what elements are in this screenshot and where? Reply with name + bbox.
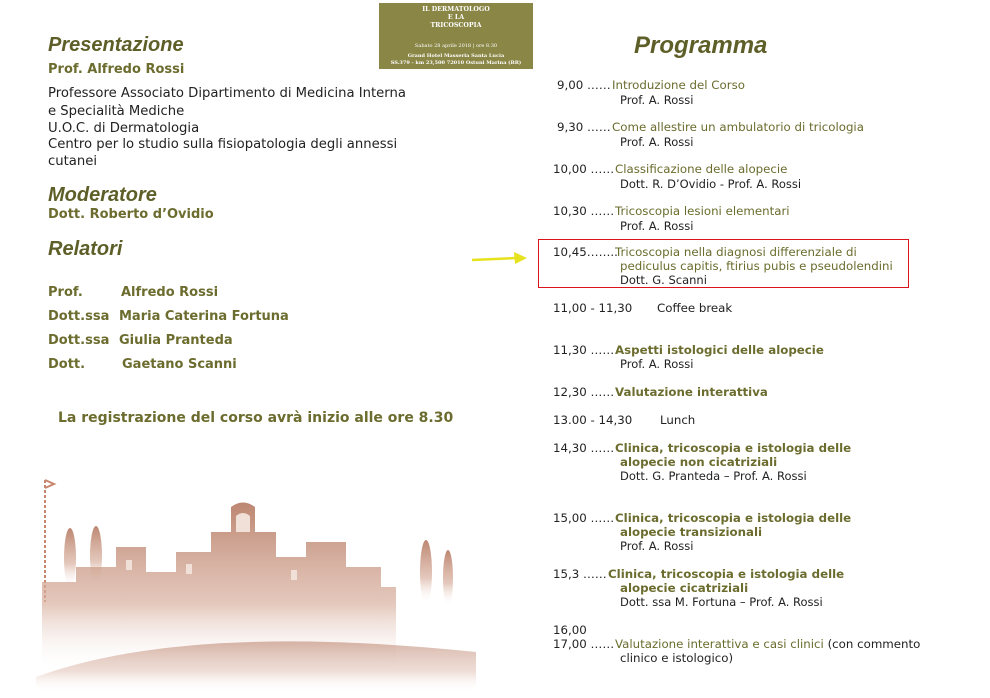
relatore-title: Dott.ssa	[48, 333, 110, 348]
program-topic-line2: pediculus capitis, ftirius pubis e pseudolendini	[620, 259, 893, 273]
event-badge	[379, 3, 533, 69]
program-time: 17,00 ……	[553, 637, 615, 651]
badge-line2: E LA	[447, 14, 465, 21]
program-time: 13.00 - 14,30	[553, 413, 633, 427]
program-time: 10,45……..	[553, 245, 618, 259]
program-speaker: Dott. ssa M. Fortuna – Prof. A. Rossi	[620, 595, 823, 609]
program-time: 12,30 ……	[553, 385, 615, 399]
program-topic: Clinica, tricoscopia e istologia delle	[608, 567, 845, 581]
presentazione-heading: Presentazione	[48, 34, 184, 56]
badge-line1: IL DERMATOLOGO	[422, 6, 490, 13]
program-topic: Introduzione del Corso	[612, 78, 745, 92]
registration-note: La registrazione del corso avrà inizio alle ore 8.30	[58, 410, 454, 426]
program-topic-line2: alopecie cicatriziali	[620, 581, 749, 595]
relatore-title: Dott.ssa	[48, 309, 110, 324]
town-skyline-illustration	[36, 472, 476, 692]
program-time: 10,30 ……	[553, 204, 615, 218]
relatore-name: Giulia Pranteda	[119, 333, 233, 348]
program-time: 15,3 ……	[553, 567, 607, 581]
program-speaker: Prof. A. Rossi	[620, 219, 694, 233]
program-break: Lunch	[660, 413, 696, 427]
yellow-arrow-icon	[470, 250, 530, 268]
program-time: 11,00 - 11,30	[553, 301, 633, 315]
program-topic-line2: clinico e istologico)	[620, 651, 734, 665]
badge-venue-2: SS.379 - km 23,500 72010 Ostuni Marina (BR)	[390, 60, 522, 66]
program-speaker: Dott. R. D’Ovidio - Prof. A. Rossi	[620, 177, 802, 191]
moderatore-heading: Moderatore	[48, 184, 157, 206]
program-time: 14,30 ……	[553, 441, 615, 455]
relatore-title: Dott.	[48, 357, 86, 372]
programma-heading: Programma	[634, 32, 768, 59]
program-topic-line2: alopecie non cicatriziali	[620, 455, 778, 469]
program-speaker: Dott. G. Pranteda – Prof. A. Rossi	[620, 469, 807, 483]
relatore-title: Prof.	[48, 285, 83, 300]
program-time: 16,00	[553, 623, 587, 637]
badge-date: Sabato 28 aprile 2018 | ore 8.30	[414, 43, 498, 49]
program-time: 10,00 ……	[553, 162, 615, 176]
program-speaker: Prof. A. Rossi	[620, 135, 694, 149]
program-time: 15,00 ……	[553, 511, 615, 525]
program-topic	[615, 637, 920, 651]
program-topic: Tricoscopia nella diagnosi differenziale di	[615, 245, 857, 259]
program-topic-suffix: (con commento	[827, 637, 921, 651]
program-topic-line2: alopecie transizionali	[620, 525, 763, 539]
affiliation-line-3: U.O.C. di Dermatologia	[48, 121, 200, 136]
program-topic: Clinica, tricoscopia e istologia delle	[615, 441, 852, 455]
program-time: 9,00 ……	[557, 78, 611, 92]
relatore-name: Gaetano Scanni	[122, 357, 237, 372]
program-time: 9,30 ……	[557, 120, 611, 134]
presentazione-name: Prof. Alfredo Rossi	[48, 62, 185, 77]
program-topic: Come allestire un ambulatorio di tricologia	[612, 120, 864, 134]
relatore-name: Maria Caterina Fortuna	[119, 309, 289, 324]
program-topic: Aspetti istologici delle alopecie	[615, 343, 824, 357]
program-topic: Classificazione delle alopecie	[615, 162, 788, 176]
relatori-heading: Relatori	[48, 238, 123, 260]
affiliation-line-2: e Specialità Mediche	[48, 104, 185, 119]
badge-line3: TRICOSCOPIA	[430, 22, 482, 29]
program-speaker: Prof. A. Rossi	[620, 357, 694, 371]
program-topic: Clinica, tricoscopia e istologia delle	[615, 511, 852, 525]
program-speaker: Prof. A. Rossi	[620, 539, 694, 553]
program-speaker: Prof. A. Rossi	[620, 93, 694, 107]
affiliation-line-4: Centro per lo studio sulla fisiopatologia degli annessi	[48, 137, 398, 152]
program-time: 11,30 ……	[553, 343, 615, 357]
program-topic-text: Valutazione interattiva e casi clinici	[615, 637, 824, 651]
moderatore-name: Dott. Roberto d’Ovidio	[48, 207, 214, 222]
affiliation-line-5: cutanei	[48, 154, 97, 169]
badge-venue-1: Grand Hotel Masseria Santa Lucia	[407, 53, 505, 59]
program-break: Coffee break	[657, 301, 733, 315]
relatore-name: Alfredo Rossi	[121, 285, 219, 300]
program-topic: Valutazione interattiva	[615, 385, 768, 399]
affiliation-line-1: Professore Associato Dipartimento di Medicina Interna	[48, 86, 406, 101]
program-topic: Tricoscopia lesioni elementari	[615, 204, 790, 218]
program-speaker: Dott. G. Scanni	[620, 273, 707, 287]
